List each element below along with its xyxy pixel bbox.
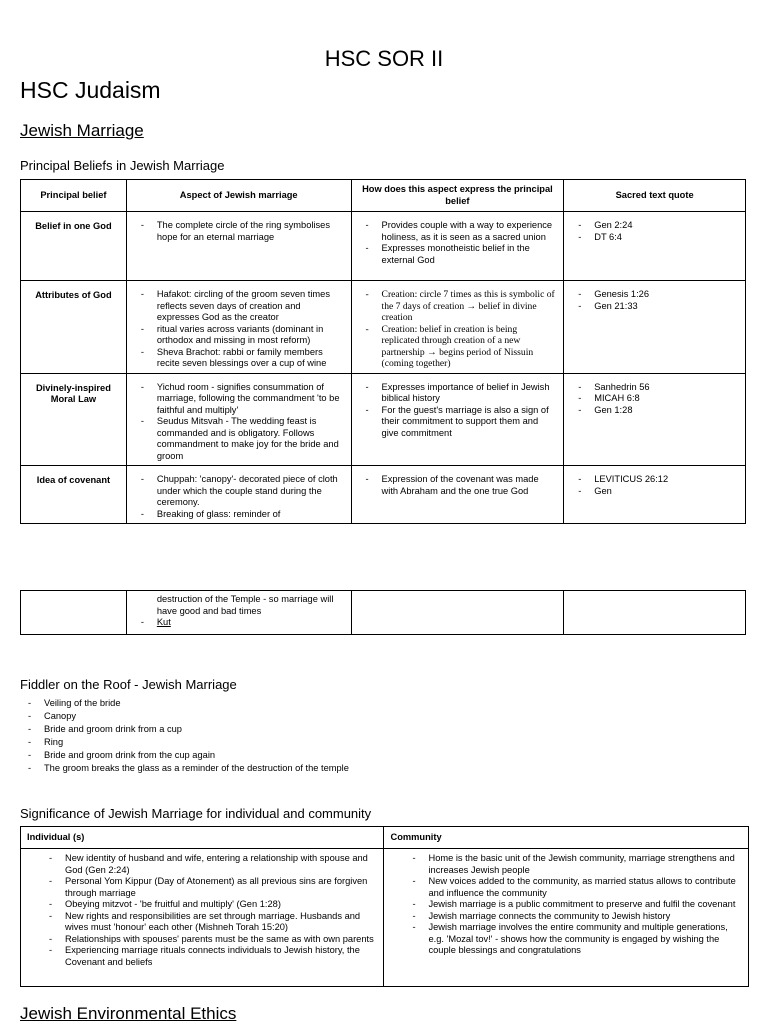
belief-cell: Attributes of God: [21, 281, 127, 374]
belief-cell: [21, 591, 127, 635]
quote-cell: [564, 591, 746, 635]
list-item: - Provides couple with a way to experience holiness, as it is seen as a sacred union: [358, 220, 558, 243]
fiddler-list: [20, 697, 349, 775]
column-header: Principal belief: [21, 180, 127, 212]
beliefs-table-title: Principal Beliefs in Jewish Marriage: [20, 158, 225, 173]
table-row: [21, 849, 749, 987]
express-cell: [351, 212, 564, 281]
list-item: - Gen 1:28: [570, 405, 739, 417]
list-item: - Expression of the covenant was made with Abraham and the one true God: [358, 474, 558, 497]
continued-text: destruction of the Temple - so marriage will have good and bad times: [156, 594, 334, 616]
list-item: - Bride and groom drink from a cup: [20, 723, 349, 736]
list-item: [133, 617, 345, 629]
community-cell: [384, 849, 749, 987]
list-item: - For the guest's marriage is also a sign of their commitment to support them and give commitment: [358, 405, 558, 440]
list-item: - Hafakot: circling of the groom seven times reflects seven days of creation and expresses God as the creator: [133, 289, 345, 324]
list-item: - Gen 2:24: [570, 220, 739, 232]
column-header: How does this aspect express the principal belief: [351, 180, 564, 212]
continued-item: Kut: [156, 617, 171, 627]
column-header: Sacred text quote: [564, 180, 746, 212]
list-item: - Canopy: [20, 710, 349, 723]
list-item: - Experiencing marriage rituals connects individuals to Jewish history, the Covenant and beliefs: [41, 945, 377, 968]
list-item: - MICAH 6:8: [570, 393, 739, 405]
list-item: - Expresses importance of belief in Jewish biblical history: [358, 382, 558, 405]
table-row: [21, 373, 746, 466]
list-item: [133, 220, 345, 243]
list-item: - Obeying mitzvot - 'be fruitful and multiply' (Gen 1:28): [41, 899, 377, 911]
column-header: Community: [384, 827, 749, 849]
list-item: - New identity of husband and wife, entering a relationship with spouse and God (Gen 2:24): [41, 853, 377, 876]
list-item: - New voices added to the community, as married status allows to contribute and influence the community: [404, 876, 742, 899]
beliefs-header-row: [21, 180, 746, 212]
beliefs-table-continued: [20, 590, 746, 635]
aspect-cell: [126, 281, 351, 374]
list-item: - Creation: circle 7 times as this is symbolic of the 7 days of creation → belief in divine creation: [358, 289, 558, 324]
belief-cell: Idea of covenant: [21, 466, 127, 524]
fiddler-title: Fiddler on the Roof - Jewish Marriage: [20, 677, 237, 692]
next-section-heading: Jewish Environmental Ethics: [20, 1004, 237, 1023]
quote-cell: [564, 466, 746, 524]
table-row: [21, 281, 746, 374]
aspect-cell: [126, 373, 351, 466]
individual-cell: [21, 849, 384, 987]
document-title: HSC SOR II: [324, 46, 444, 71]
quote-cell: [564, 373, 746, 466]
list-item: - Bride and groom drink from the cup again: [20, 749, 349, 762]
page-heading: HSC Judaism: [20, 77, 161, 103]
list-item: - Breaking of glass: reminder of: [133, 509, 345, 521]
list-item: - Genesis 1:26: [570, 289, 739, 301]
column-header: Aspect of Jewish marriage: [126, 180, 351, 212]
aspect-cell: [126, 466, 351, 524]
list-item: - Jewish marriage involves the entire community and multiple generations, e.g. 'Mozal tov!' - shows how the community is engaged by wishing the couple blessings and congratulations: [404, 922, 742, 957]
significance-header-row: [21, 827, 749, 849]
list-item: - Jewish marriage connects the community to Jewish history: [404, 911, 742, 923]
table-row: [21, 212, 746, 281]
list-item: - Expresses monotheistic belief in the external God: [358, 243, 558, 266]
express-cell: [351, 591, 564, 635]
beliefs-table: [20, 179, 746, 524]
list-item: - Yichud room - signifies consummation of marriage, following the commandment 'to be faithful and multiply': [133, 382, 345, 417]
list-item: - Sanhedrin 56: [570, 382, 739, 394]
table-row: [21, 591, 746, 635]
list-item: - Seudus Mitsvah - The wedding feast is commanded and is obligatory. Follows commandment to make joy for the bride and groom: [133, 416, 345, 462]
list-item: - Ring: [20, 736, 349, 749]
list-item: - Home is the basic unit of the Jewish community, marriage strengthens and increases Jewish people: [404, 853, 742, 876]
aspect-cell: [126, 212, 351, 281]
aspect-cell: [126, 591, 351, 635]
list-item: - Veiling of the bride: [20, 697, 349, 710]
significance-table: [20, 826, 749, 987]
aspect-text: The complete circle of the ring symbolises hope for an eternal marriage: [156, 220, 330, 242]
column-header: Individual (s): [21, 827, 384, 849]
express-cell: [351, 373, 564, 466]
list-item: - Relationships with spouses' parents must be the same as with own parents: [41, 934, 377, 946]
list-item: - ritual varies across variants (dominant in orthodox and missing in most reform): [133, 324, 345, 347]
belief-cell: Belief in one God: [21, 212, 127, 281]
list-item: - Gen: [570, 486, 739, 498]
list-item: - Personal Yom Kippur (Day of Atonement) as all previous sins are forgiven through marriage: [41, 876, 377, 899]
quote-cell: [564, 281, 746, 374]
list-item: - DT 6:4: [570, 232, 739, 244]
quote-cell: [564, 212, 746, 281]
list-item: - Jewish marriage is a public commitment to preserve and fulfil the covenant: [404, 899, 742, 911]
table-row: [21, 466, 746, 524]
list-item: - Sheva Brachot: rabbi or family members recite seven blessings over a cup of wine: [133, 347, 345, 370]
list-item: - Gen 21:33: [570, 301, 739, 313]
list-item: - Chuppah: 'canopy'- decorated piece of cloth under which the couple stand during the ceremony.: [133, 474, 345, 509]
list-item: - LEVITICUS 26:12: [570, 474, 739, 486]
express-cell: [351, 281, 564, 374]
list-item: - The groom breaks the glass as a reminder of the destruction of the temple: [20, 762, 349, 775]
list-item: - Creation: belief in creation is being replicated through creation of a new partnership → begins period of Nissuin (coming together): [358, 324, 558, 370]
belief-cell: Divinely-inspired Moral Law: [21, 373, 127, 466]
list-item: - New rights and responsibilities are set through marriage. Husbands and wives must 'honour' each other (Mishneh Torah 15:20): [41, 911, 377, 934]
express-cell: [351, 466, 564, 524]
section-heading: Jewish Marriage: [20, 121, 144, 140]
significance-title: Significance of Jewish Marriage for individual and community: [20, 806, 372, 821]
